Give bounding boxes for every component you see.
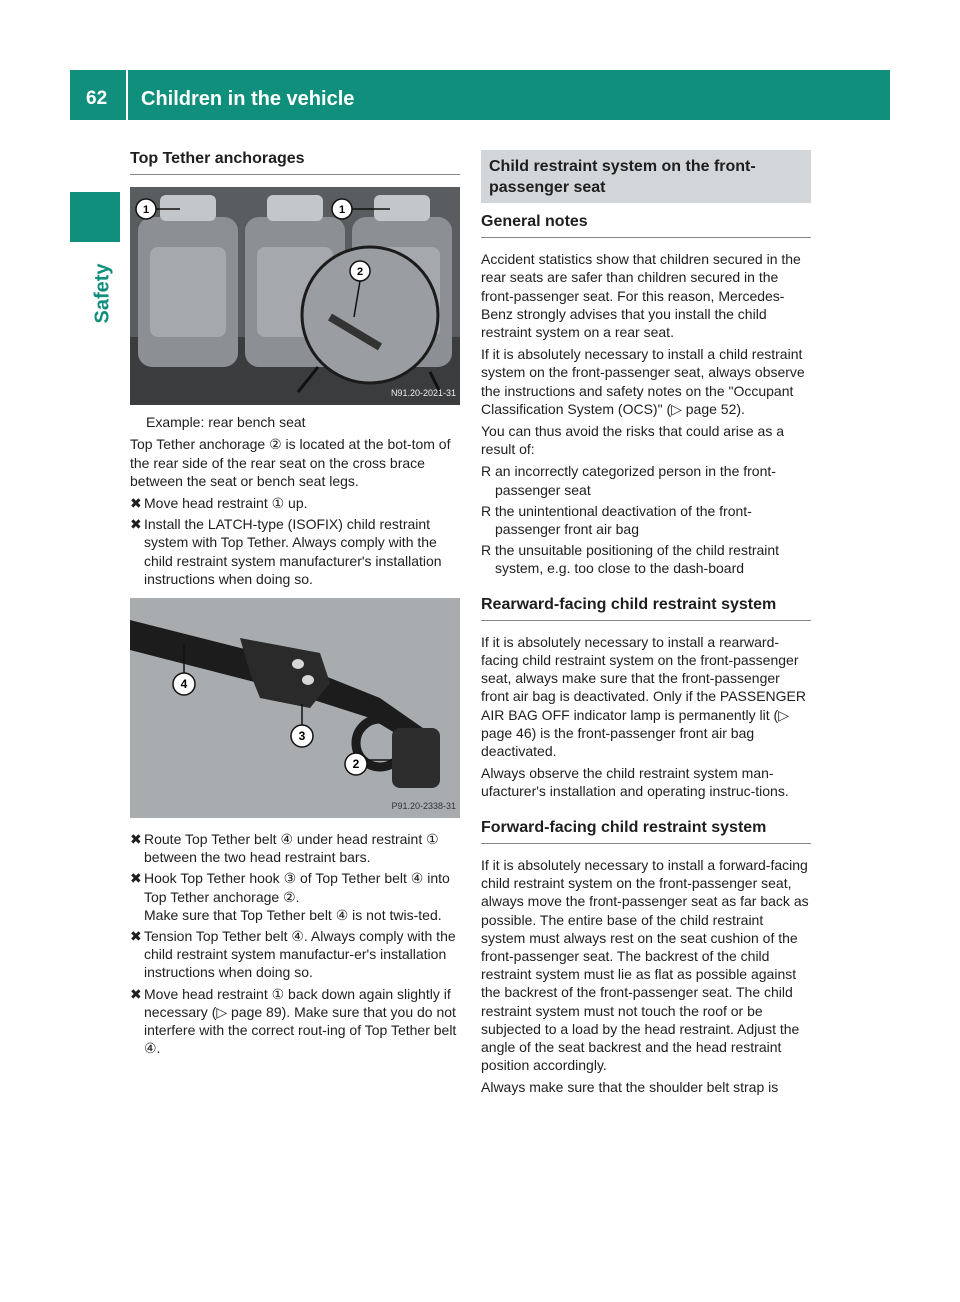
rear-bench-seat-figure: [130, 187, 460, 405]
paragraph: If it is absolutely necessary to install a rearward-facing child restraint system on the front-passenger seat, always make sure that the front-passenger front air bag is deactivated. Only if the PASSENGER AIR BAG OFF indicator lamp is permanently lit (▷ page 46) is the front-passenger front air bag deactivated.: [481, 633, 807, 760]
step-marker-icon: ✖: [130, 985, 142, 1002]
paragraph: If it is absolutely necessary to install a forward-facing child restraint system on the front-passenger seat, always move the front-passenger seat as far back as possible. The entire base of the child restraint system must always rest on the seat cushion of the front-passenger seat. The backrest of the child restraint system must lie as flat as possible against the backrest of the front-passenger seat. The child restraint system must not touch the roof or be subjected to a load by the head restraint. Adjust the angle of the seat backrest and the head restraint position accordingly.: [481, 856, 809, 1074]
callout-1-icon: 1: [142, 204, 150, 217]
bullet-item: R the unsuitable positioning of the child restraint system, e.g. too close to the dash-board: [481, 542, 780, 577]
right-column: [481, 150, 811, 1101]
instruction-step: ✖ Move head restraint ① up.: [130, 495, 308, 512]
section-heading-box: Child restraint system on the front-passenger seat: [481, 150, 811, 203]
instruction-step: ✖ Hook Top Tether hook ③ of Top Tether belt ④ into Top Tether anchorage ②. Make sure that Top Tether belt ④ is not twis-ted.: [130, 870, 450, 923]
step-marker-icon: ✖: [130, 495, 142, 512]
section-heading: Top Tether anchorages: [130, 150, 460, 175]
figure-caption: Example: rear bench seat: [146, 414, 306, 431]
rear-bench-seat-illustration: [130, 187, 460, 405]
bullet-item: R the unintentional deactivation of the front-passenger front air bag: [481, 502, 752, 538]
section-tab-label: Safety: [91, 263, 114, 324]
left-column: [130, 150, 460, 1060]
step-marker-icon: ✖: [130, 516, 142, 533]
subsection-heading: Forward-facing child restraint system: [481, 819, 811, 844]
figure-id: N91.20-2021-31: [390, 388, 456, 398]
section-tab-square: [70, 192, 120, 242]
bullet-marker-icon: R: [481, 542, 492, 559]
instruction-step: ✖ Move head restraint ① back down again slightly if necessary (▷ page 89). Make sure that you do not interfere with the correct rout-ing of Top Tether belt ④.: [130, 985, 457, 1057]
instruction-step: ✖ Tension Top Tether belt ④. Always comply with the child restraint system manufactur-er's installation instructions when doing so.: [130, 928, 456, 981]
paragraph: You can thus avoid the risks that could arise as a result of:: [481, 423, 784, 458]
callout-2-icon: 2: [356, 266, 364, 279]
top-tether-belt-figure: [130, 598, 460, 818]
paragraph: Always make sure that the shoulder belt strap is: [481, 1079, 779, 1096]
header-divider: [126, 70, 128, 120]
callout-4-icon: 4: [180, 677, 188, 692]
step-marker-icon: ✖: [130, 831, 142, 848]
paragraph: If it is absolutely necessary to install a child restraint system on the front-passenger seat, always observe the instructions and safety notes on the "Occupant Classification System (OCS)" (▷ page 52).: [481, 346, 805, 417]
subsection-heading: Rearward-facing child restraint system: [481, 596, 811, 621]
bullet-marker-icon: R: [481, 502, 492, 519]
step-marker-icon: ✖: [130, 928, 142, 945]
bullet-item: R an incorrectly categorized person in the front-passenger seat: [481, 463, 776, 498]
bullet-marker-icon: R: [481, 463, 492, 480]
callout-3-icon: 3: [298, 729, 306, 744]
figure-id: P91.20-2338-31: [391, 800, 456, 811]
chapter-title: Children in the vehicle: [141, 88, 355, 110]
page-number: 62: [86, 88, 108, 109]
paragraph: Accident statistics show that children secured in the rear seats are safer than children secured in the front-passenger seat. For this reason, Mercedes-Benz strongly advises that you install the child restraint system on a rear seat.: [481, 251, 801, 341]
callout-2-icon: 2: [352, 757, 360, 772]
step-marker-icon: ✖: [130, 870, 142, 887]
step-note: Make sure that Top Tether belt ④ is not twis-ted.: [144, 906, 442, 923]
callout-1-icon: 1: [338, 204, 346, 217]
top-tether-belt-illustration: [130, 598, 460, 818]
instruction-step: ✖ Route Top Tether belt ④ under head restraint ① between the two head restraint bars.: [130, 831, 439, 866]
intro-paragraph: Top Tether anchorage ② is located at the bot-tom of the rear side of the rear seat on the cross brace between the seat or bench seat legs.: [130, 436, 451, 489]
subsection-heading: General notes: [481, 213, 811, 238]
paragraph: Always observe the child restraint system man-ufacturer's installation and operating instruc-tions.: [481, 765, 789, 800]
instruction-step: ✖ Install the LATCH-type (ISOFIX) child restraint system with Top Tether. Always comply with the child restraint system manufacturer's installation instructions when doing so.: [130, 516, 442, 587]
